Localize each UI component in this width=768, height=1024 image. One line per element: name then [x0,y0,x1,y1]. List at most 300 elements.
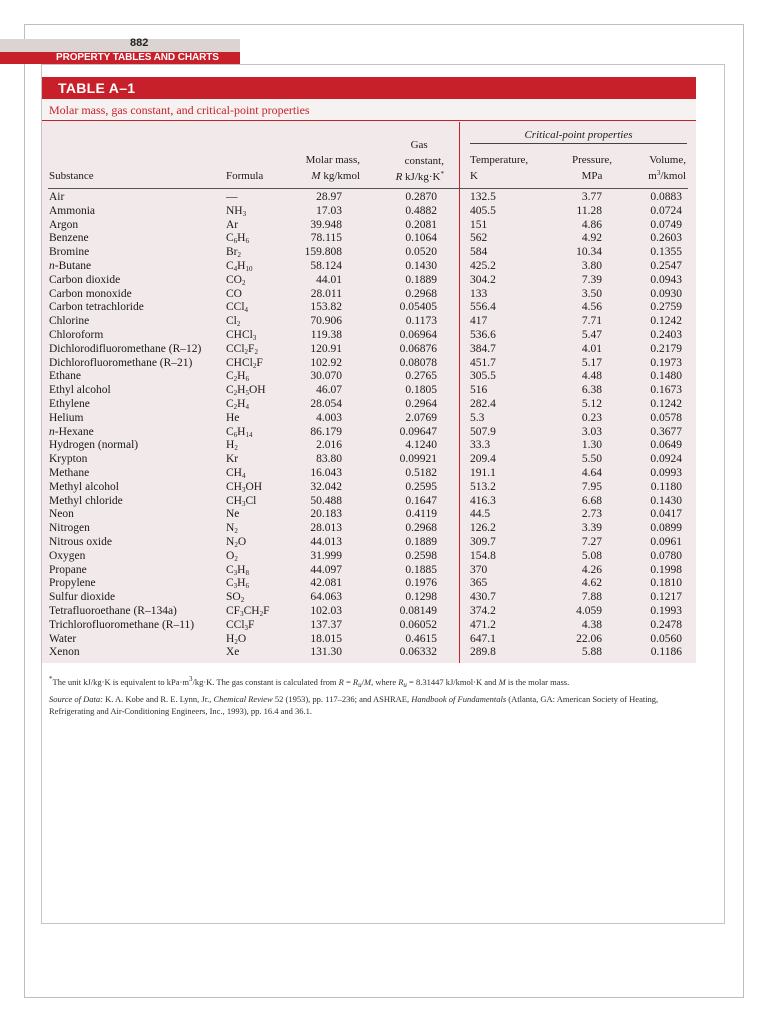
molar-mass-cell: 31.999 [310,549,342,562]
gas-constant-cell: 0.2598 [405,549,437,562]
volume-cell: 0.1186 [650,646,682,659]
gas-constant-cell: 0.2081 [405,218,437,231]
temperature-cell: 536.6 [470,329,496,341]
pressure-cell: 5.12 [581,398,602,410]
pressure-cell: 4.92 [581,232,602,245]
temperature-cell: 44.5 [470,508,491,521]
table-row [0,494,768,508]
gas-constant-cell: 0.06052 [399,618,437,631]
substance-cell: Krypton [49,453,88,466]
gas-constant-cell: 0.1805 [405,384,437,397]
pressure-cell: 3.77 [581,191,602,203]
temperature-cell: 33.3 [470,439,491,452]
gas-constant-cell: 0.05405 [399,301,437,314]
table-row [0,535,768,549]
substance-cell: Chloroform [49,329,104,341]
temperature-cell: 513.2 [470,480,496,493]
temperature-cell: 405.5 [470,204,496,217]
molar-mass-cell: 102.03 [310,605,342,617]
col-header-volume [648,154,686,183]
molar-mass-cell: 28.054 [310,398,342,410]
temperature-cell: 471.2 [470,618,496,631]
gas-constant-cell: 0.5182 [405,467,437,479]
pressure-cell: 4.059 [576,605,602,617]
section-title: PROPERTY TABLES AND CHARTS [0,52,240,64]
temperature-cell: 556.4 [470,301,496,314]
col-header-vol-line2: $m^3$/kmol [648,169,686,182]
molar-mass-cell: 39.948 [310,218,342,231]
table-row [0,466,768,480]
gas-constant-cell: 0.4615 [405,632,437,645]
molar-mass-cell: 32.042 [310,480,342,493]
volume-cell: 0.1355 [650,246,682,259]
temperature-cell: 430.7 [470,591,496,604]
molar-mass-cell: 64.063 [310,591,342,604]
formula-cell: He [226,411,240,424]
substance-cell: Nitrogen [49,522,90,535]
pressure-cell: 4.64 [581,467,602,479]
table-row [0,618,768,632]
molar-mass-cell: 28.013 [310,522,342,535]
pressure-cell: 3.50 [581,287,602,300]
formula-cell: $C_3H_8$ [226,563,249,577]
volume-cell: 0.0749 [650,218,682,231]
substance-cell: Carbon monoxide [49,287,132,300]
col-header-temp-line1: Temperature, [470,154,529,166]
gas-constant-cell: 0.0520 [405,246,437,259]
molar-mass-cell: 78.115 [310,232,342,245]
gas-constant-cell: 0.1647 [405,494,437,507]
gas-constant-cell: 0.08149 [399,605,437,617]
substance-cell: Tetrafluoroethane (R–134a) [49,605,177,617]
formula-cell: Xe [226,646,240,659]
molar-mass-cell: 28.011 [310,287,342,300]
pressure-cell: 3.03 [581,425,602,438]
molar-mass-cell: 86.179 [310,425,342,438]
temperature-cell: 289.8 [470,646,496,659]
pressure-cell: 7.71 [581,315,602,328]
volume-cell: 0.0560 [650,632,682,645]
temperature-cell: 584 [470,246,488,259]
pressure-cell: 4.38 [581,618,602,631]
table-row [0,328,768,342]
temperature-cell: 151 [470,218,488,231]
pressure-cell: 5.47 [581,329,602,341]
gas-constant-cell: 0.1889 [405,273,437,286]
volume-cell: 0.1242 [650,315,682,328]
col-header-gas-line2: constant, [404,155,444,167]
formula-cell: $O_2$ [226,549,238,563]
gas-constant-cell: 0.2870 [405,191,437,203]
temperature-cell: 562 [470,232,488,245]
formula-cell: Kr [226,453,239,466]
pressure-cell: 22.06 [576,632,602,645]
temperature-cell: 370 [470,563,488,576]
volume-cell: 0.2759 [650,301,682,314]
table-row [0,190,768,204]
temperature-cell: 126.2 [470,522,496,535]
table-row [0,425,768,439]
temperature-cell: 384.7 [470,342,496,355]
pressure-cell: 4.26 [581,563,602,576]
table-row [0,632,768,646]
gas-constant-cell: 0.1173 [405,315,437,328]
table-caption: Molar mass, gas constant, and critical-point properties [49,103,310,117]
col-header-formula: Formula [226,170,264,182]
table-row [0,563,768,577]
formula-cell: $CF_3CH_2F$ [226,605,270,618]
temperature-cell: 365 [470,577,488,590]
formula-cell: $CCl_2F_2$ [226,342,258,356]
gas-constant-cell: 0.1430 [405,260,437,272]
substance-cell: Dichlorofluoromethane (R–21) [49,356,193,369]
temperature-cell: 209.4 [470,453,496,466]
table-row [0,576,768,590]
formula-cell: $C_6H_6$ [226,232,249,246]
molar-mass-cell: 42.081 [310,577,342,590]
substance-cell: Carbon dioxide [49,273,121,286]
table-label: TABLE A–1 [58,80,136,96]
formula-cell: $H_2$ [226,439,238,453]
pressure-cell: 4.48 [581,370,602,383]
volume-cell: 0.1242 [650,398,682,410]
temperature-cell: 282.4 [470,398,496,410]
molar-mass-cell: 137.37 [310,618,342,631]
pressure-cell: 0.23 [581,411,602,424]
page-number: 882 [130,37,149,49]
table-row [0,383,768,397]
temperature-cell: 305.5 [470,370,496,383]
table-row [0,231,768,245]
table-row [0,369,768,383]
molar-mass-cell: 30.070 [310,370,342,383]
pressure-cell: 7.39 [581,273,602,286]
substance-cell: Helium [49,411,84,424]
substance-cell: Nitrous oxide [49,536,112,548]
molar-mass-cell: 102.92 [310,356,342,369]
volume-cell: 0.0930 [650,287,682,300]
pressure-cell: 5.17 [581,356,602,369]
table-row [0,645,768,659]
molar-mass-cell: 70.906 [310,315,342,328]
temperature-cell: 516 [470,384,488,397]
table-row [0,287,768,301]
volume-cell: 0.0649 [650,439,682,452]
gas-constant-cell: 0.09921 [399,453,437,466]
volume-cell: 0.2478 [650,618,682,631]
table-row [0,507,768,521]
gas-constant-cell: 0.2595 [405,480,437,493]
volume-cell: 0.2603 [650,232,682,245]
formula-cell: Ne [226,508,240,521]
volume-cell: 0.0578 [650,411,682,424]
table-row [0,590,768,604]
formula-cell: $CH_3Cl$ [226,494,257,508]
pressure-cell: 11.28 [576,204,602,217]
volume-cell: 0.0899 [650,522,682,535]
gas-constant-cell: 0.2968 [405,522,437,535]
col-header-molar-mass-line2: M kg/kmol [311,170,360,182]
substance-cell: Ethane [49,370,81,383]
table-row [0,204,768,218]
volume-cell: 0.0417 [650,508,682,521]
temperature-cell: 416.3 [470,494,496,507]
formula-cell: CCl$_4$ [226,301,249,315]
pressure-cell: 10.34 [576,246,602,259]
substance-cell: n-Hexane [49,425,94,438]
temperature-cell: 133 [470,287,488,300]
gas-constant-cell: 0.2968 [405,287,437,300]
substance-cell: Ammonia [49,204,95,217]
formula-cell: CO [226,287,242,300]
col-header-pres-line1: Pressure, [571,154,612,166]
formula-cell: $C_2H_4$ [226,398,249,411]
table-row [0,314,768,328]
molar-mass-cell: 17.03 [316,204,342,217]
table-row [0,452,768,466]
substance-cell: Propane [49,563,87,576]
col-header-pres-line2: MPa [581,170,603,182]
table-row [0,397,768,411]
substance-cell: Trichlorofluoromethane (R–11) [49,618,195,631]
substance-cell: n-Butane [49,260,92,272]
col-header-substance: Substance [49,170,94,182]
critical-point-group-header: Critical-point properties [524,129,633,141]
temperature-cell: 5.3 [470,411,485,424]
formula-cell: Ar [226,218,239,231]
substance-cell: Ethylene [49,398,90,410]
molar-mass-cell: 120.91 [310,342,342,355]
table-row [0,300,768,314]
molar-mass-cell: 44.01 [316,273,342,286]
gas-constant-cell: 0.1298 [405,591,437,604]
molar-mass-cell: 44.097 [310,563,342,576]
molar-mass-cell: 50.488 [310,494,342,507]
substance-cell: Methyl chloride [49,494,123,507]
group-header-rule [470,143,687,144]
volume-cell: 0.0780 [650,549,682,562]
formula-cell: CCl$_3$F [226,618,255,632]
formula-cell: $C_2H_5OH$ [226,384,266,398]
volume-cell: 0.1480 [650,370,682,383]
substance-cell: Xenon [49,646,80,659]
volume-cell: 0.1180 [650,480,682,493]
molar-mass-cell: 28.97 [316,191,342,203]
temperature-cell: 451.7 [470,356,496,369]
molar-mass-cell: 159.808 [304,246,342,259]
temperature-cell: 374.2 [470,605,496,617]
gas-constant-cell: 0.09647 [399,425,437,438]
formula-cell: $C_3H_6$ [226,577,249,591]
formula-cell: $SO_2$ [226,591,245,605]
table-row [0,549,768,563]
substance-cell: Dichlorodifluoromethane (R–12) [49,342,202,355]
gas-constant-cell: 0.06964 [399,329,437,341]
temperature-cell: 154.8 [470,549,496,562]
formula-cell: $Cl_2$ [226,315,241,329]
table-row [0,342,768,356]
molar-mass-cell: 46.07 [316,384,342,397]
formula-cell: $CH_4$ [226,467,246,480]
header-band [0,39,240,53]
pressure-cell: 5.88 [581,646,602,659]
volume-cell: 0.0943 [650,273,682,286]
pressure-cell: 3.39 [581,522,602,535]
volume-cell: 0.1973 [650,356,682,369]
volume-cell: 0.0961 [650,536,682,548]
substance-cell: Sulfur dioxide [49,591,116,604]
formula-cell: $C_4H_{10}$ [226,260,253,273]
source-label: Source of Data: [49,694,103,704]
gas-constant-cell: 0.1976 [405,577,437,590]
gas-constant-cell: 0.4882 [405,204,437,217]
volume-cell: 0.3677 [650,425,682,438]
table-row [0,604,768,618]
col-header-molar-mass-line1: Molar mass, [305,154,360,166]
volume-cell: 0.2547 [650,260,682,272]
volume-cell: 0.1430 [650,494,682,507]
substance-cell: Neon [49,508,74,521]
pressure-cell: 7.95 [581,480,602,493]
temperature-cell: 507.9 [470,425,496,438]
formula-cell: $CO_2$ [226,273,246,287]
volume-cell: 0.1998 [650,563,682,576]
pressure-cell: 3.80 [581,260,602,272]
substance-cell: Carbon tetrachloride [49,301,144,314]
gas-constant-cell: 0.4119 [405,508,437,521]
pressure-cell: 5.50 [581,453,602,466]
pressure-cell: 1.30 [581,439,602,452]
formula-cell: $C_6H_{14}$ [226,425,253,439]
col-header-molar-mass [306,154,360,183]
table-row [0,218,768,232]
pressure-cell: 5.08 [581,549,602,562]
substance-cell: Hydrogen (normal) [49,439,139,452]
table-title-bar [42,77,696,99]
molar-mass-cell: 153.82 [310,301,342,314]
gas-constant-cell: 0.2964 [405,398,437,410]
molar-mass-cell: 119.38 [310,329,342,341]
table-row [0,356,768,370]
molar-mass-cell: 20.183 [310,508,342,521]
temperature-cell: 647.1 [470,632,496,645]
molar-mass-cell: 44.013 [310,536,342,548]
col-header-pressure [572,154,612,183]
gas-constant-cell: 0.1889 [405,536,437,548]
substance-cell: Oxygen [49,549,86,562]
gas-constant-cell: 0.06332 [399,646,437,659]
pressure-cell: 4.62 [581,577,602,590]
molar-mass-cell: 2.016 [316,439,342,452]
volume-cell: 0.0883 [650,191,682,203]
formula-cell: — [226,191,238,203]
volume-cell: 0.1673 [650,384,682,397]
table-row [0,438,768,452]
molar-mass-cell: 16.043 [310,467,342,479]
molar-mass-cell: 18.015 [310,632,342,645]
substance-cell: Bromine [49,246,90,259]
table-row [0,521,768,535]
substance-cell: Chlorine [49,315,90,328]
volume-cell: 0.0724 [650,204,682,217]
volume-cell: 0.0924 [650,453,682,466]
formula-cell: $CH_3OH$ [226,480,263,494]
substance-cell: Benzene [49,232,89,245]
pressure-cell: 7.88 [581,591,602,604]
substance-cell: Air [49,191,65,203]
table-row [0,259,768,273]
substance-cell: Methane [49,467,90,479]
formula-cell: $N_2$ [226,522,238,536]
molar-mass-cell: 58.124 [310,260,342,272]
gas-constant-cell: 2.0769 [405,411,437,424]
gas-constant-cell: 0.2765 [405,370,437,383]
gas-constant-cell: 0.1064 [405,232,437,245]
col-header-gas-constant [396,139,444,184]
table-row [0,273,768,287]
volume-cell: 0.1217 [650,591,682,604]
gas-constant-cell: 0.1885 [405,563,437,576]
temperature-cell: 304.2 [470,273,496,286]
header-rule [48,188,688,189]
molar-mass-cell: 131.30 [310,646,342,659]
temperature-cell: 191.1 [470,467,496,479]
pressure-cell: 7.27 [581,536,602,548]
formula-cell: CHCl$_2$F [226,356,263,370]
substance-cell: Methyl alcohol [49,480,119,493]
substance-cell: Propylene [49,577,96,590]
pressure-cell: 4.86 [581,218,602,231]
formula-cell: $H_2O$ [226,632,247,646]
col-header-temperature [470,154,528,183]
pressure-cell: 6.68 [581,494,602,507]
formula-cell: $NH_3$ [226,204,247,218]
pressure-cell: 2.73 [581,508,602,521]
formula-cell: $C_2H_6$ [226,370,249,384]
volume-cell: 0.0993 [650,467,682,479]
col-header-gas-line1: Gas [410,139,428,151]
substance-cell: Argon [49,218,79,231]
substance-cell: Water [49,632,77,645]
table-row [0,411,768,425]
footnote-source: Source of Data: K. A. Kobe and R. E. Lynn, Jr., Chemical Review 52 (1953), pp. 117–236; and ASHRAE, Handbook of Fundamentals (Atlanta, GA: American Society of Heating, Refrigerating and Air-Conditioning Engineers, Inc., 1993), pp. 16.4 and 36.1. [49,694,659,716]
formula-cell: $Br_2$ [226,246,241,260]
temperature-cell: 309.7 [470,536,496,548]
molar-mass-cell: 83.80 [316,453,342,466]
volume-cell: 0.2179 [650,342,682,355]
volume-cell: 0.2403 [650,329,682,341]
gas-constant-cell: 0.06876 [399,342,437,355]
gas-constant-cell: 4.1240 [405,439,437,452]
pressure-cell: 4.56 [581,301,602,314]
substance-cell: Ethyl alcohol [49,384,111,397]
pressure-cell: 6.38 [581,384,602,397]
temperature-cell: 132.5 [470,191,496,203]
col-header-vol-line1: Volume, [649,154,686,166]
gas-constant-cell: 0.08078 [399,356,437,369]
formula-cell: CHCl$_3$ [226,329,257,342]
temperature-cell: 425.2 [470,260,496,272]
molar-mass-cell: 4.003 [316,411,342,424]
volume-cell: 0.1993 [650,605,682,617]
formula-cell: $N_2O$ [226,536,247,549]
pressure-cell: 4.01 [581,342,602,355]
temperature-cell: 417 [470,315,488,328]
col-header-gas-line3: R kJ/kg·K* [395,170,444,183]
footnote-unit: *The unit kJ/kg·K is equivalent to $kPa\cdot m^3/kg\cdot K$. The gas constant is calculated from $R = R_u/M$, where $R_u = 8.31447$ kJ/kmol·K and M is the molar mass. [49,675,570,689]
volume-cell: 0.1810 [650,577,682,590]
table-row [0,480,768,494]
